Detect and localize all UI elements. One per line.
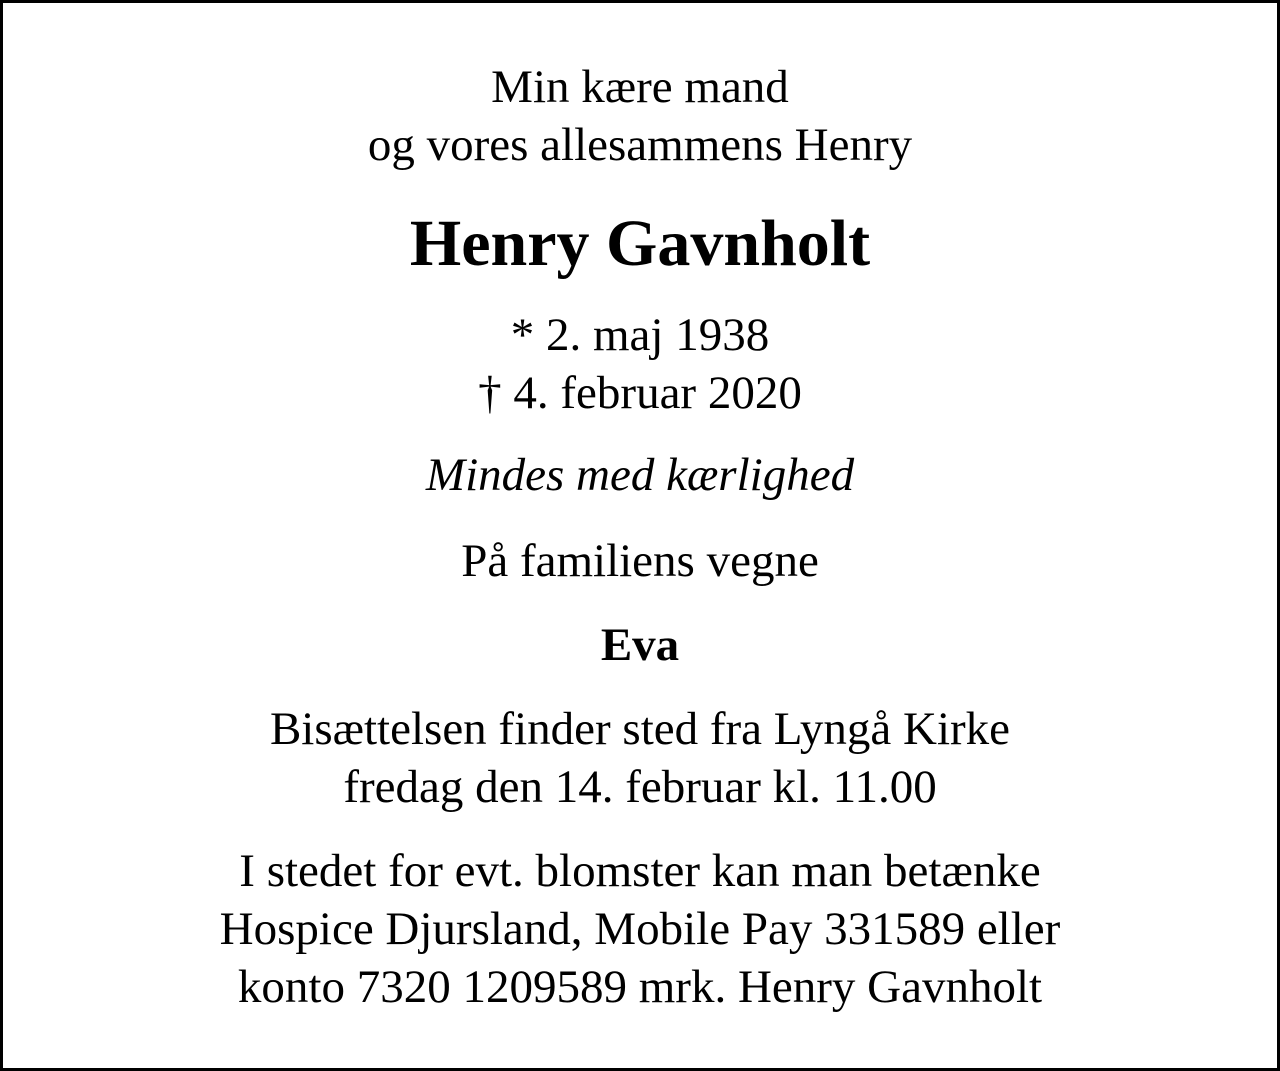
donation-line-1: I stedet for evt. blomster kan man betænke <box>239 845 1041 897</box>
donation-details <box>3 842 1277 1016</box>
tribute-text: Mindes med kærlighed <box>425 449 855 501</box>
birth-date: * 2. maj 1938 <box>510 309 770 361</box>
intro-text <box>3 58 1277 174</box>
death-date: † 4. februar 2020 <box>478 367 802 419</box>
life-dates <box>3 306 1277 422</box>
donation-line-2: Hospice Djursland, Mobile Pay 331589 eller <box>219 903 1061 955</box>
funeral-details <box>3 700 1277 816</box>
family-behalf-text: På familiens vegne <box>461 535 819 587</box>
funeral-line-1: Bisættelsen finder sted fra Lyngå Kirke <box>269 703 1011 755</box>
intro-line-1: Min kære mand <box>491 61 789 113</box>
signer-name: Eva <box>600 619 680 671</box>
intro-line-2: og vores allesammens Henry <box>367 119 913 171</box>
funeral-line-2: fredag den 14. februar kl. 11.00 <box>343 761 937 813</box>
donation-line-3: konto 7320 1209589 mrk. Henry Gavnholt <box>237 961 1043 1013</box>
deceased-name: Henry Gavnholt <box>409 207 871 280</box>
